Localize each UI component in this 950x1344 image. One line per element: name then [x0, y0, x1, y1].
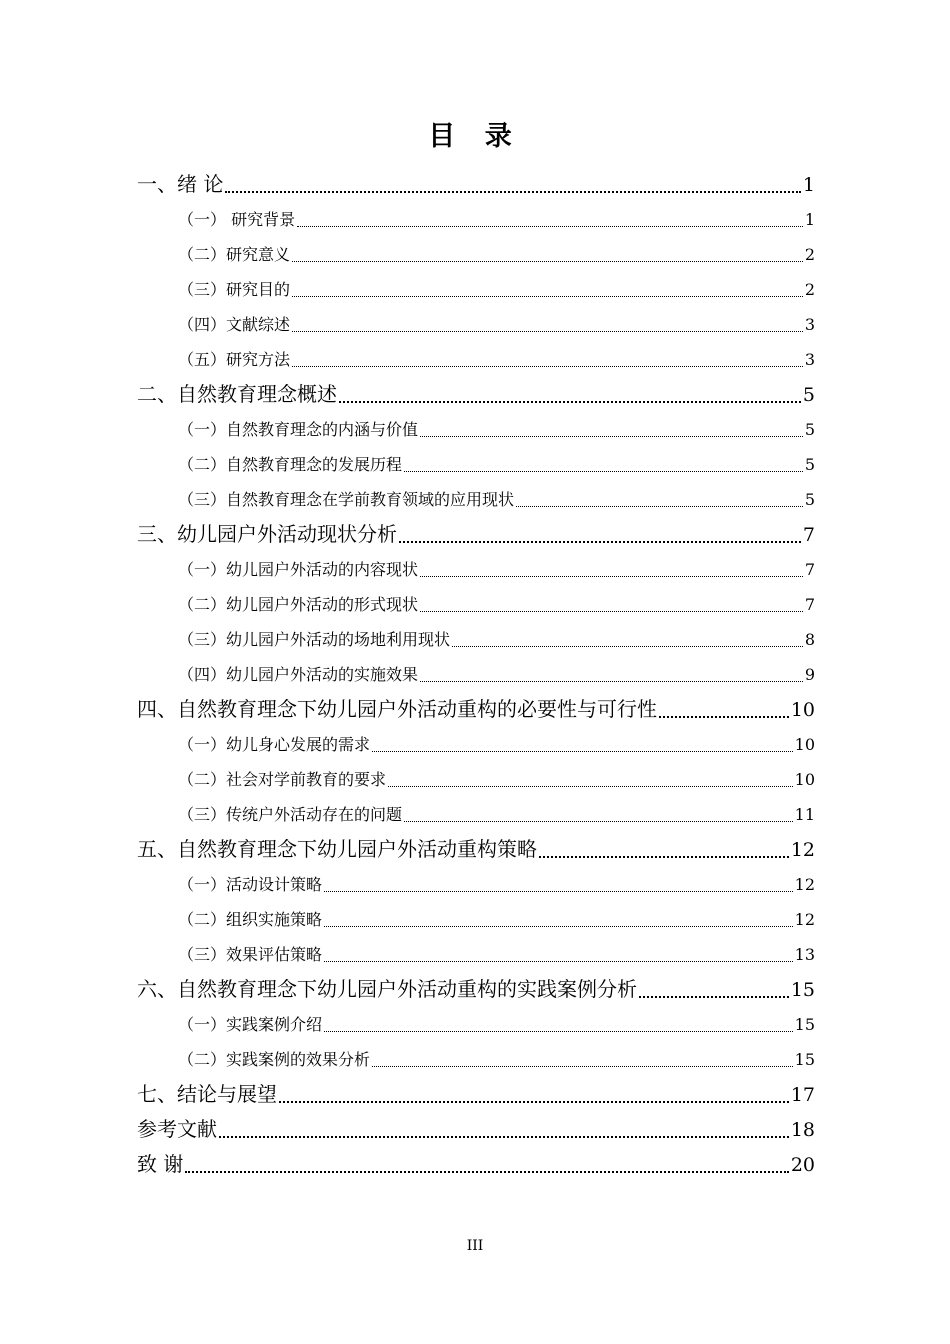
toc-entry-section[interactable]	[137, 412, 815, 447]
toc-entry-section[interactable]	[137, 937, 815, 972]
toc-dot-leader	[324, 926, 793, 927]
toc-dot-leader	[404, 471, 803, 472]
toc-page-number: 15	[794, 1050, 815, 1069]
toc-dot-leader	[372, 751, 793, 752]
toc-entry-label: （四）幼儿园户外活动的实施效果	[178, 665, 419, 684]
toc-entry-chapter[interactable]	[137, 517, 815, 552]
toc-entry-chapter[interactable]	[137, 167, 815, 202]
toc-entry-label: （一）幼儿身心发展的需求	[178, 735, 371, 754]
toc-page-number: 12	[794, 910, 815, 929]
toc-dot-leader	[185, 1171, 788, 1173]
toc-dot-leader	[539, 856, 789, 858]
toc-entry-section[interactable]	[137, 622, 815, 657]
toc-entry-label: （四）文献综述	[178, 315, 291, 334]
toc-entry-label: （三）传统户外活动存在的问题	[178, 805, 403, 824]
toc-page-number: 7	[804, 560, 815, 579]
toc-entry-label: （一） 研究背景	[178, 210, 296, 229]
toc-entry-label: （二）自然教育理念的发展历程	[178, 455, 403, 474]
toc-entry-chapter[interactable]	[137, 1077, 815, 1112]
toc-page-number: 2	[804, 245, 815, 264]
toc-entry-label: 三、幼儿园户外活动现状分析	[137, 522, 397, 546]
page-number-footer: III	[466, 1238, 484, 1254]
toc-entry-section[interactable]	[137, 342, 815, 377]
toc-entry-label: （一）幼儿园户外活动的内容现状	[178, 560, 419, 579]
toc-dot-leader	[324, 891, 793, 892]
toc-page-number: 10	[790, 699, 815, 721]
toc-dot-leader	[279, 1101, 789, 1103]
toc-entry-section[interactable]	[137, 902, 815, 937]
toc-dot-leader	[324, 961, 793, 962]
toc-dot-leader	[292, 366, 803, 367]
toc-entry-label: 一、绪 论	[137, 172, 224, 196]
toc-entry-label: （二）实践案例的效果分析	[178, 1050, 371, 1069]
toc-entry-chapter[interactable]	[137, 972, 815, 1007]
toc-page-number: 11	[794, 805, 815, 824]
toc-entry-section[interactable]	[137, 447, 815, 482]
toc-page-number: 1	[802, 174, 815, 196]
toc-page-number: 5	[804, 420, 815, 439]
table-of-contents	[137, 167, 815, 1182]
toc-page-number: 3	[804, 315, 815, 334]
toc-page-number: 20	[790, 1154, 815, 1176]
toc-dot-leader	[516, 506, 803, 507]
toc-page-number: 9	[804, 665, 815, 684]
toc-entry-label: 五、自然教育理念下幼儿园户外活动重构策略	[137, 837, 537, 861]
toc-entry-section[interactable]	[137, 1007, 815, 1042]
toc-page-number: 10	[794, 770, 815, 789]
toc-page-number: 15	[790, 979, 815, 1001]
toc-dot-leader	[659, 716, 789, 718]
toc-entry-section[interactable]	[137, 202, 815, 237]
toc-page-number: 5	[804, 490, 815, 509]
toc-entry-label: 四、自然教育理念下幼儿园户外活动重构的必要性与可行性	[137, 697, 657, 721]
toc-page-number: 8	[804, 630, 815, 649]
toc-entry-label: （五）研究方法	[178, 350, 291, 369]
toc-page-number: 7	[804, 595, 815, 614]
toc-page-number: 18	[790, 1119, 815, 1141]
toc-dot-leader	[225, 191, 801, 193]
toc-dot-leader	[219, 1136, 789, 1138]
toc-page-number: 12	[794, 875, 815, 894]
toc-entry-section[interactable]	[137, 482, 815, 517]
toc-entry-chapter[interactable]	[137, 377, 815, 412]
toc-dot-leader	[452, 646, 803, 647]
toc-dot-leader	[420, 576, 803, 577]
toc-entry-chapter[interactable]	[137, 1112, 815, 1147]
toc-dot-leader	[639, 996, 789, 998]
toc-entry-label: （二）研究意义	[178, 245, 291, 264]
toc-dot-leader	[420, 611, 803, 612]
toc-entry-chapter[interactable]	[137, 832, 815, 867]
toc-entry-section[interactable]	[137, 1042, 815, 1077]
toc-page-number: 7	[802, 524, 815, 546]
toc-entry-section[interactable]	[137, 797, 815, 832]
toc-page-number: 2	[804, 280, 815, 299]
toc-dot-leader	[420, 436, 803, 437]
toc-entry-section[interactable]	[137, 307, 815, 342]
toc-entry-section[interactable]	[137, 272, 815, 307]
toc-dot-leader	[372, 1066, 793, 1067]
toc-dot-leader	[292, 331, 803, 332]
toc-dot-leader	[324, 1031, 793, 1032]
toc-entry-label: （二）社会对学前教育的要求	[178, 770, 387, 789]
toc-page-number: 17	[790, 1084, 815, 1106]
toc-dot-leader	[388, 786, 793, 787]
toc-entry-label: （三）研究目的	[178, 280, 291, 299]
toc-entry-label: （一）活动设计策略	[178, 875, 323, 894]
toc-entry-section[interactable]	[137, 657, 815, 692]
toc-entry-section[interactable]	[137, 762, 815, 797]
toc-entry-label: （一）实践案例介绍	[178, 1015, 323, 1034]
toc-entry-label: （三）幼儿园户外活动的场地利用现状	[178, 630, 451, 649]
toc-entry-chapter[interactable]	[137, 692, 815, 727]
toc-dot-leader	[404, 821, 793, 822]
toc-dot-leader	[297, 226, 803, 227]
toc-entry-label: （三）自然教育理念在学前教育领域的应用现状	[178, 490, 515, 509]
toc-entry-label: （二）组织实施策略	[178, 910, 323, 929]
toc-page-number: 1	[804, 210, 815, 229]
toc-entry-label: （三）效果评估策略	[178, 945, 323, 964]
toc-title: 目 录	[428, 121, 522, 152]
toc-entry-chapter[interactable]	[137, 1147, 815, 1182]
toc-entry-section[interactable]	[137, 727, 815, 762]
toc-page-number: 5	[802, 384, 815, 406]
toc-entry-label: （一）自然教育理念的内涵与价值	[178, 420, 419, 439]
toc-dot-leader	[292, 296, 803, 297]
toc-entry-section[interactable]	[137, 587, 815, 622]
toc-entry-label: 七、结论与展望	[137, 1082, 277, 1106]
toc-dot-leader	[399, 541, 801, 543]
toc-dot-leader	[292, 261, 803, 262]
toc-page-number: 13	[794, 945, 815, 964]
toc-entry-label: 六、自然教育理念下幼儿园户外活动重构的实践案例分析	[137, 977, 637, 1001]
toc-page-number: 10	[794, 735, 815, 754]
toc-page-number: 3	[804, 350, 815, 369]
toc-entry-label: 参考文献	[137, 1117, 217, 1141]
toc-dot-leader	[339, 401, 801, 403]
toc-page-number: 12	[790, 839, 815, 861]
toc-page-number: 5	[804, 455, 815, 474]
toc-page-number: 15	[794, 1015, 815, 1034]
toc-entry-section[interactable]	[137, 237, 815, 272]
toc-entry-label: 二、自然教育理念概述	[137, 382, 337, 406]
toc-entry-label: （二）幼儿园户外活动的形式现状	[178, 595, 419, 614]
toc-entry-section[interactable]	[137, 552, 815, 587]
toc-entry-label: 致 谢	[137, 1152, 184, 1176]
toc-dot-leader	[420, 681, 803, 682]
toc-entry-section[interactable]	[137, 867, 815, 902]
